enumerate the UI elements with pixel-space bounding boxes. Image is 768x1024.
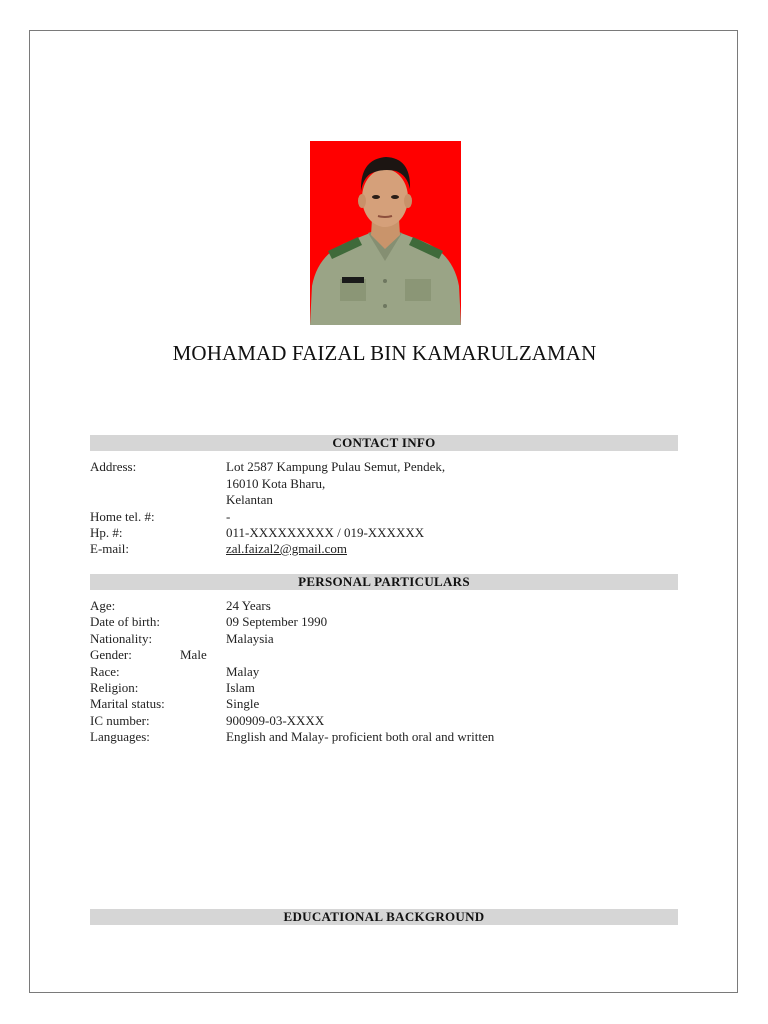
email-label: E-mail: bbox=[90, 541, 129, 556]
home-tel-value: - bbox=[226, 509, 231, 524]
gender-label: Gender: bbox=[90, 647, 132, 662]
ic-number-label: IC number: bbox=[90, 713, 150, 728]
candidate-name: MOHAMAD FAIZAL BIN KAMARULZAMAN bbox=[172, 341, 597, 365]
age-value: 24 Years bbox=[226, 598, 271, 613]
nationality-label: Nationality: bbox=[90, 631, 153, 646]
address-line-1: Lot 2587 Kampung Pulau Semut, Pendek, bbox=[226, 459, 446, 474]
profile-photo bbox=[310, 141, 461, 325]
educational-background-heading: EDUCATIONAL BACKGROUND bbox=[90, 909, 678, 925]
home-tel-label: Home tel. #: bbox=[90, 509, 155, 524]
ic-number-value: 900909-03-XXXX bbox=[226, 713, 325, 728]
resume-page bbox=[29, 30, 738, 993]
race-label: Race: bbox=[90, 664, 120, 679]
contact-info-heading: CONTACT INFO bbox=[90, 435, 678, 451]
marital-status-label: Marital status: bbox=[90, 696, 165, 711]
address-label: Address: bbox=[90, 459, 137, 474]
hp-value: 011-XXXXXXXXX / 019-XXXXXX bbox=[226, 525, 425, 540]
marital-status-value: Single bbox=[226, 696, 260, 711]
languages-label: Languages: bbox=[90, 729, 150, 744]
address-line-2: 16010 Kota Bharu, bbox=[226, 476, 326, 491]
religion-label: Religion: bbox=[90, 680, 139, 695]
religion-value: Islam bbox=[226, 680, 255, 695]
address-line-3: Kelantan bbox=[226, 492, 273, 507]
nationality-value: Malaysia bbox=[226, 631, 274, 646]
dob-label: Date of birth: bbox=[90, 614, 161, 629]
languages-value: English and Malay- proficient both oral and written bbox=[226, 729, 495, 744]
hp-label: Hp. #: bbox=[90, 525, 123, 540]
race-value: Malay bbox=[226, 664, 260, 679]
dob-value: 09 September 1990 bbox=[226, 614, 328, 629]
email-link[interactable]: zal.faizal2@gmail.com bbox=[226, 541, 347, 556]
personal-particulars-heading: PERSONAL PARTICULARS bbox=[90, 574, 678, 590]
gender-value: Male bbox=[180, 647, 207, 662]
age-label: Age: bbox=[90, 598, 116, 613]
